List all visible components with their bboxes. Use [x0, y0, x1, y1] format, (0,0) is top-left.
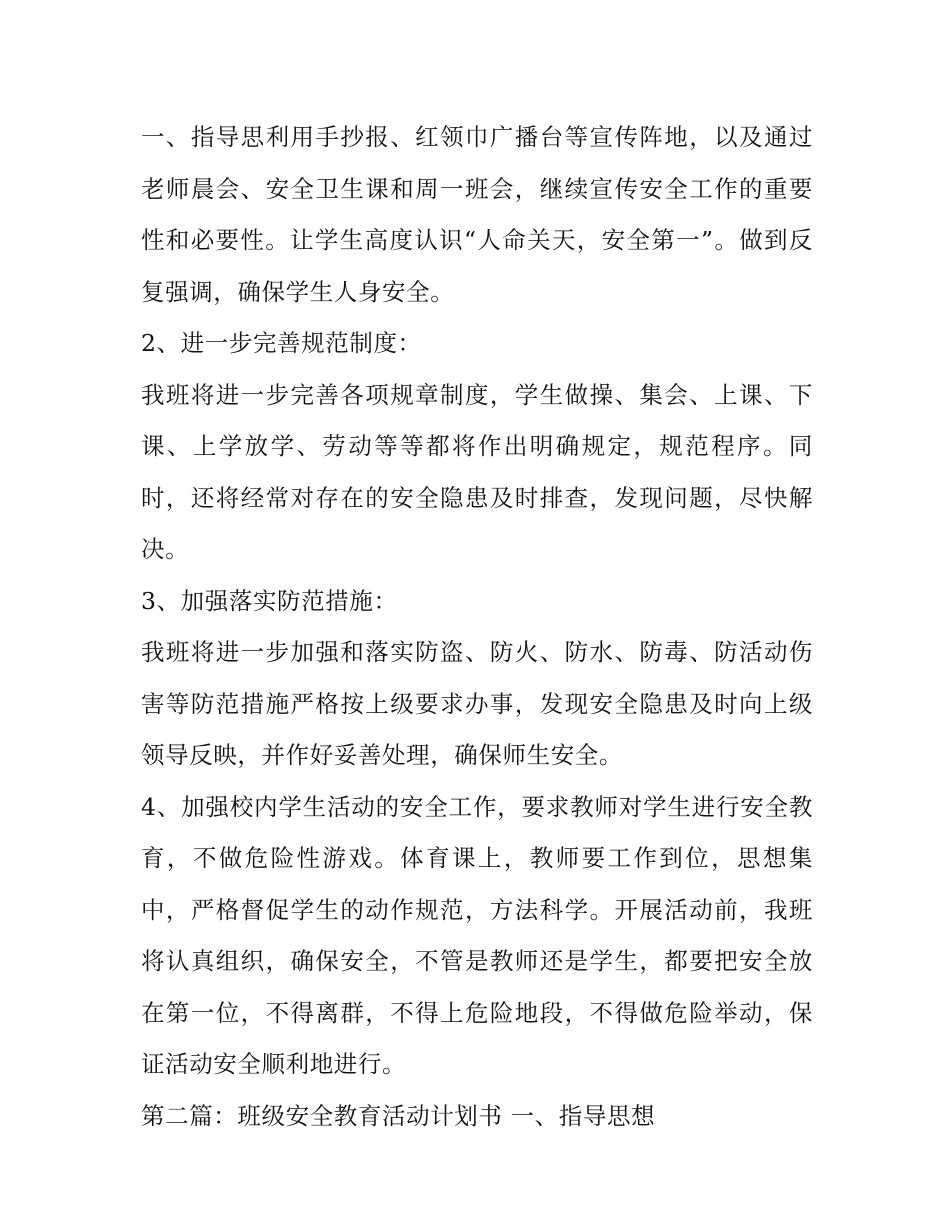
paragraph-improve-rules: 我班将进一步完善各项规章制度，学生做操、集会、上课、下课、上学放学、劳动等等都将作出明确规定，规范程序。同时，还将经常对存在的安全隐患及时排查，发现问题，尽快解决。 — [141, 380, 813, 563]
paragraph-guiding-ideas: 一、指导思利用手抄报、红领巾广播台等宣传阵地，以及通过老师晨会、安全卫生课和周一班会，继续宣传安全工作的重要性和必要性。让学生高度认识“人命关天，安全第一”。做到反复强调，确保学生人身安全。 — [141, 123, 813, 306]
document-body — [141, 112, 813, 1142]
paragraph-activity-safety: 4、加强校内学生活动的安全工作，要求教师对学生进行安全教育，不做危险性游戏。体育课上，教师要工作到位，思想集中，严格督促学生的动作规范，方法科学。开展活动前，我班将认真组织，确保安全，不管是教师还是学生，都要把安全放在第一位，不得离群，不得上危险地段，不得做危险举动，保证活动安全顺利地进行。 — [141, 792, 813, 1078]
heading-prevention-measures: 3、加强落实防范措施： — [141, 586, 398, 615]
heading-second-article: 第二篇：班级安全教育活动计划书 一、指导思想 — [141, 1101, 656, 1130]
paragraph-prevention-measures: 我班将进一步加强和落实防盗、防火、防水、防毒、防活动伤害等防范措施严格按上级要求办事，发现安全隐患及时向上级领导反映，并作好妥善处理，确保师生安全。 — [141, 638, 813, 769]
heading-improve-rules: 2、进一步完善规范制度： — [141, 329, 422, 357]
